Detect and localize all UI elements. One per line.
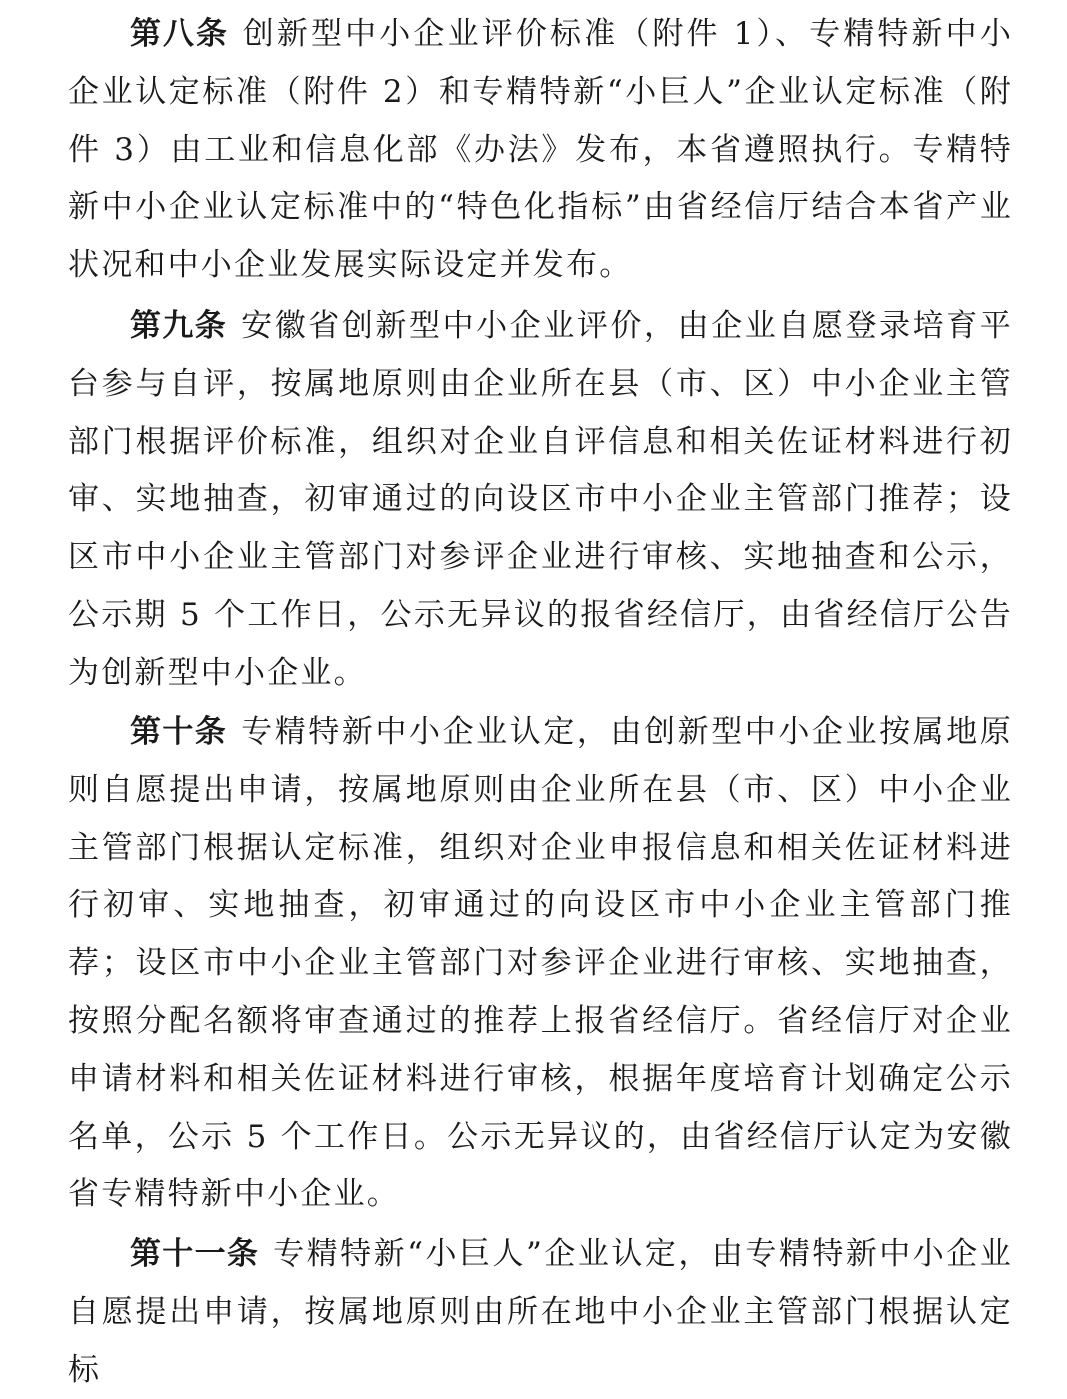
article-body: 专精特新“小巨人”企业认定，由专精特新中小企业自愿提出申请，按属地原则由所在地中小企业主管部门根据认定标 xyxy=(68,1236,1013,1388)
article-body: 安徽省创新型中小企业评价，由企业自愿登录培育平台参与自评，按属地原则由企业所在县（市、区）中小企业主管部门根据评价标准，组织对企业自评信息和相关佐证材料进行初审、实地抽查，初审通过的向设区市中小企业主管部门推荐；设区市中小企业主管部门对参评企业进行审核、实地抽查和公示，公示期 5 个工作日，公示无异议的报省经信厅，由省经信厅公告为创新型中小企业。 xyxy=(68,308,1014,691)
article-10 xyxy=(68,704,1013,1224)
article-body: 专精特新中小企业认定，由创新型中小企业按属地原则自愿提出申请，按属地原则由企业所在县（市、区）中小企业主管部门根据认定标准，组织对企业申报信息和相关佐证材料进行初审、实地抽查，初审通过的向设区市中小企业主管部门推荐；设区市中小企业主管部门对参评企业进行审核、实地抽查，按照分配名额将审查通过的推荐上报省经信厅。省经信厅对企业申请材料和相关佐证材料进行审核，根据年度培育计划确定公示名单，公示 5 个工作日。公示无异议的，由省经信厅认定为安徽省专精特新中小企业。 xyxy=(68,714,1014,1213)
article-11 xyxy=(68,1226,1013,1399)
article-heading: 第十一条 xyxy=(130,1236,260,1272)
article-body: 创新型中小企业评价标准（附件 1）、专精特新中小企业认定标准（附件 2）和专精特新“小巨人”企业认定标准（附件 3）由工业和信息化部《办法》发布，本省遵照执行。专精特新中小企业认定标准中的“特色化指标”由省经信厅结合本省产业状况和中小企业发展实际设定并发布。 xyxy=(68,16,1014,284)
article-heading: 第十条 xyxy=(130,714,228,750)
article-8 xyxy=(68,6,1013,295)
article-heading: 第八条 xyxy=(130,16,229,52)
article-9 xyxy=(68,298,1013,703)
article-heading: 第九条 xyxy=(130,308,228,344)
